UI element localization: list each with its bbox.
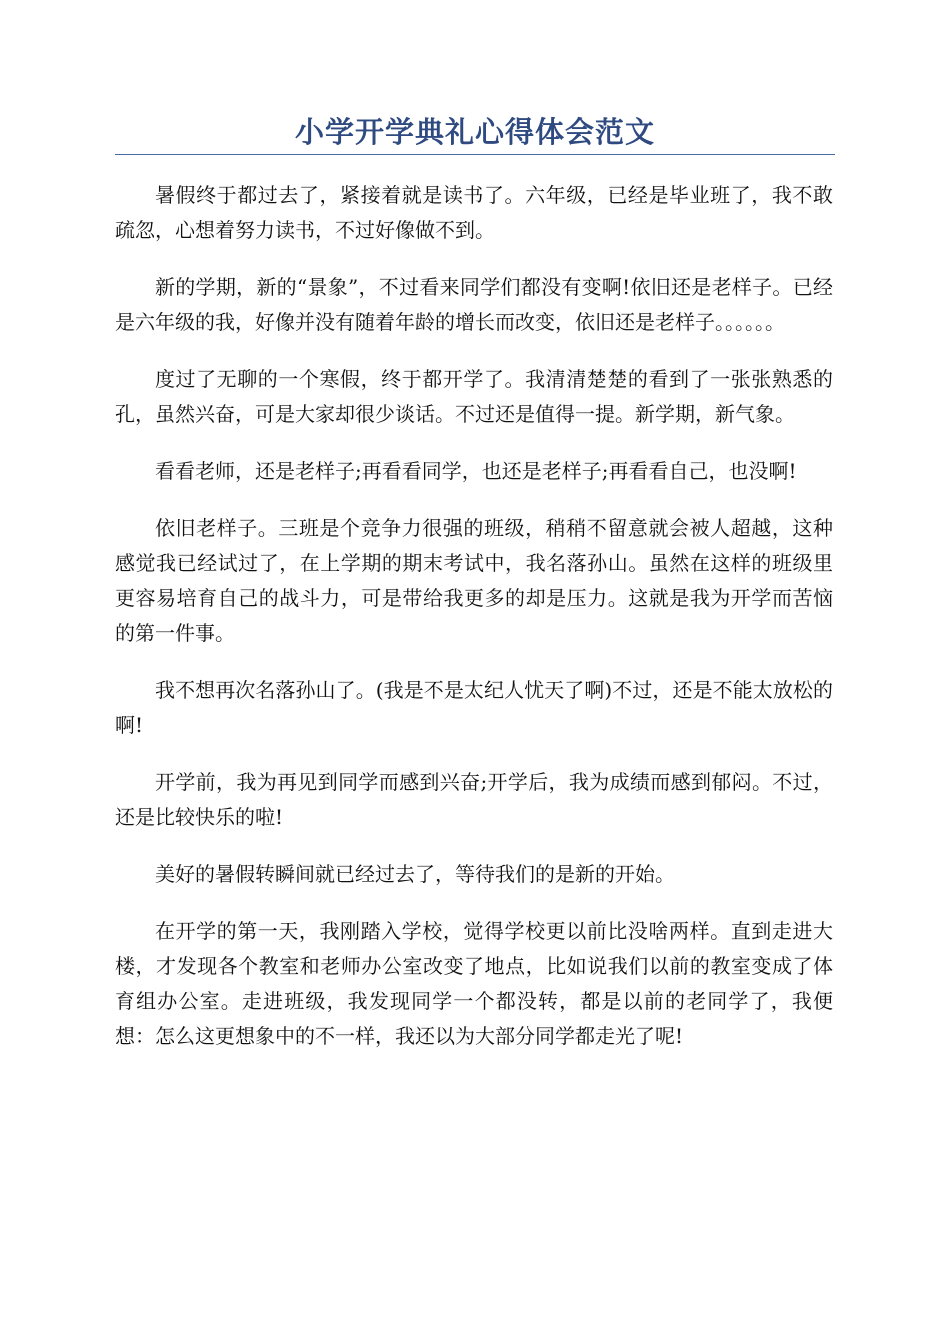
paragraph-4: 看看老师，还是老样子;再看看同学，也还是老样子;再看看自己，也没啊! [155,459,797,483]
paragraph-7: 开学前，我为再见到同学而感到兴奋;开学后，我为成绩而感到郁闷。不过，还是比较快乐的啦! [115,770,833,829]
title-underline [115,154,835,155]
paragraph-1: 暑假终于都过去了，紧接着就是读书了。六年级，已经是毕业班了，我不敢疏忽，心想着努力读书，不过好像做不到。 [115,183,833,242]
document-body [115,178,833,1076]
paragraph-6: 我不想再次名落孙山了。(我是不是太纪人忧天了啊)不过，还是不能太放松的啊! [115,678,833,737]
paragraph-8: 美好的暑假转瞬间就已经过去了，等待我们的是新的开始。 [155,862,675,886]
paragraph-2: 新的学期，新的“景象”，不过看来同学们都没有变啊!依旧还是老样子。已经是六年级的我，好像并没有随着年龄的增长而改变，依旧还是老样子。。。。。。 [115,275,833,334]
paragraph-3: 度过了无聊的一个寒假，终于都开学了。我清清楚楚的看到了一张张熟悉的孔，虽然兴奋，可是大家却很少谈话。不过还是值得一提。新学期，新气象。 [115,367,833,426]
paragraph-9: 在开学的第一天，我刚踏入学校，觉得学校更以前比没啥两样。直到走进大楼，才发现各个教室和老师办公室改变了地点，比如说我们以前的教室变成了体育组办公室。走进班级，我发现同学一个都没转，都是以前的老同学了，我便想：怎么这更想象中的不一样，我还以为大部分同学都走光了呢! [115,919,833,1048]
paragraph-5: 依旧老样子。三班是个竞争力很强的班级，稍稍不留意就会被人超越，这种感觉我已经试过了，在上学期的期末考试中，我名落孙山。虽然在这样的班级里更容易培育自己的战斗力，可是带给我更多的却是压力。这就是我为开学而苦恼的第一件事。 [115,516,833,645]
document-title: 小学开学典礼心得体会范文 [294,115,655,149]
